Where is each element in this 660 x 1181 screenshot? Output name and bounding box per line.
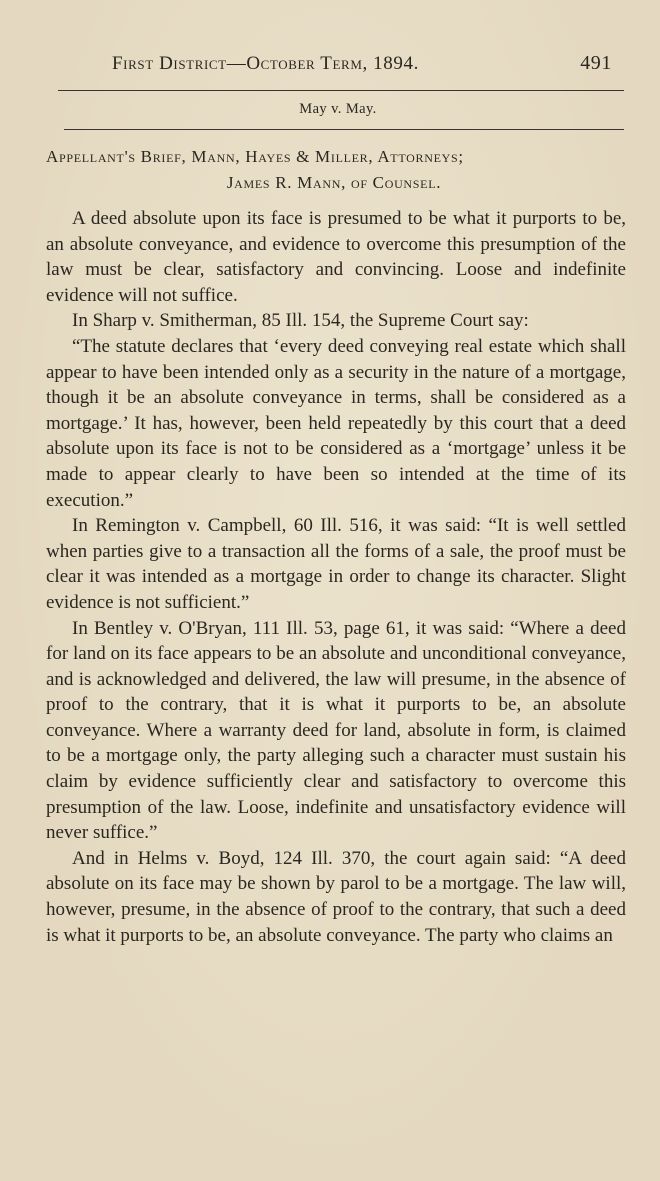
paragraph-6: And in Helms v. Boyd, 124 Ill. 370, the court again said: “A deed absolute on its face may be shown by parol to be a mortgage. The law will, however, presume, in the absence of proof to the contrary, that such a deed is what it purports to be, an absolute conveyance. The party who claims an xyxy=(46,847,626,946)
body-text xyxy=(46,206,630,948)
running-head-title: First District—October Term, 1894. xyxy=(112,53,419,74)
paragraph-4: In Remington v. Campbell, 60 Ill. 516, it was said: “It is well settled when parties give to a transaction all the forms of a sale, the proof must be clear it was intended as a mortgage in order to change its character. Slight evidence is not sufficient.” xyxy=(46,515,626,613)
brief-heading-line-1: Appellant's Brief, Mann, Hayes & Miller, Attorneys; xyxy=(46,147,464,166)
paragraph-2: In Sharp v. Smitherman, 85 Ill. 154, the Supreme Court say: xyxy=(72,310,529,332)
case-name-rule xyxy=(64,129,624,130)
running-head xyxy=(46,52,630,82)
brief-heading xyxy=(46,144,630,196)
brief-heading-line-2: James R. Mann, of Counsel. xyxy=(226,173,442,192)
paragraph-1: A deed absolute upon its face is presumed to be what it purports to be, an absolute conveyance, and evidence to overcome this presumption of the law must be clear, satisfactory and convincing. Loose and indefinite evidence will not suffice. xyxy=(46,208,626,306)
case-name: May v. May. xyxy=(299,101,377,117)
paragraph-5: In Bentley v. O'Bryan, 111 Ill. 53, page 61, it was said: “Where a deed for land on its face appears to be an absolute and unconditional conveyance, and is acknowledged and delivered, the law will presume, in the absence of proof to the contrary, that it is what it purports to be, an absolute conveyance. Where a warranty deed for land, absolute in form, is claimed to be a mortgage only, the party alleging such a character must sustain his claim by evidence sufficiently clear and satisfactory to overcome this presumption of the law. Loose, indefinite and unsatisfactory evidence will never suffice.” xyxy=(46,617,626,844)
paragraph-3-quotation: “The statute declares that ‘every deed conveying real estate which shall appear to have been intended only as a security in the nature of a mortgage, though it be an absolute conveyance in terms, shall be considered as a mortgage.’ It has, however, been held repeatedly by this court that a deed absolute upon its face is not to be considered as a ‘mortgage’ unless it be made to appear clearly to have been so intended at the time of its execution.” xyxy=(46,335,626,511)
page-number: 491 xyxy=(580,52,612,74)
header-rule xyxy=(58,90,624,91)
